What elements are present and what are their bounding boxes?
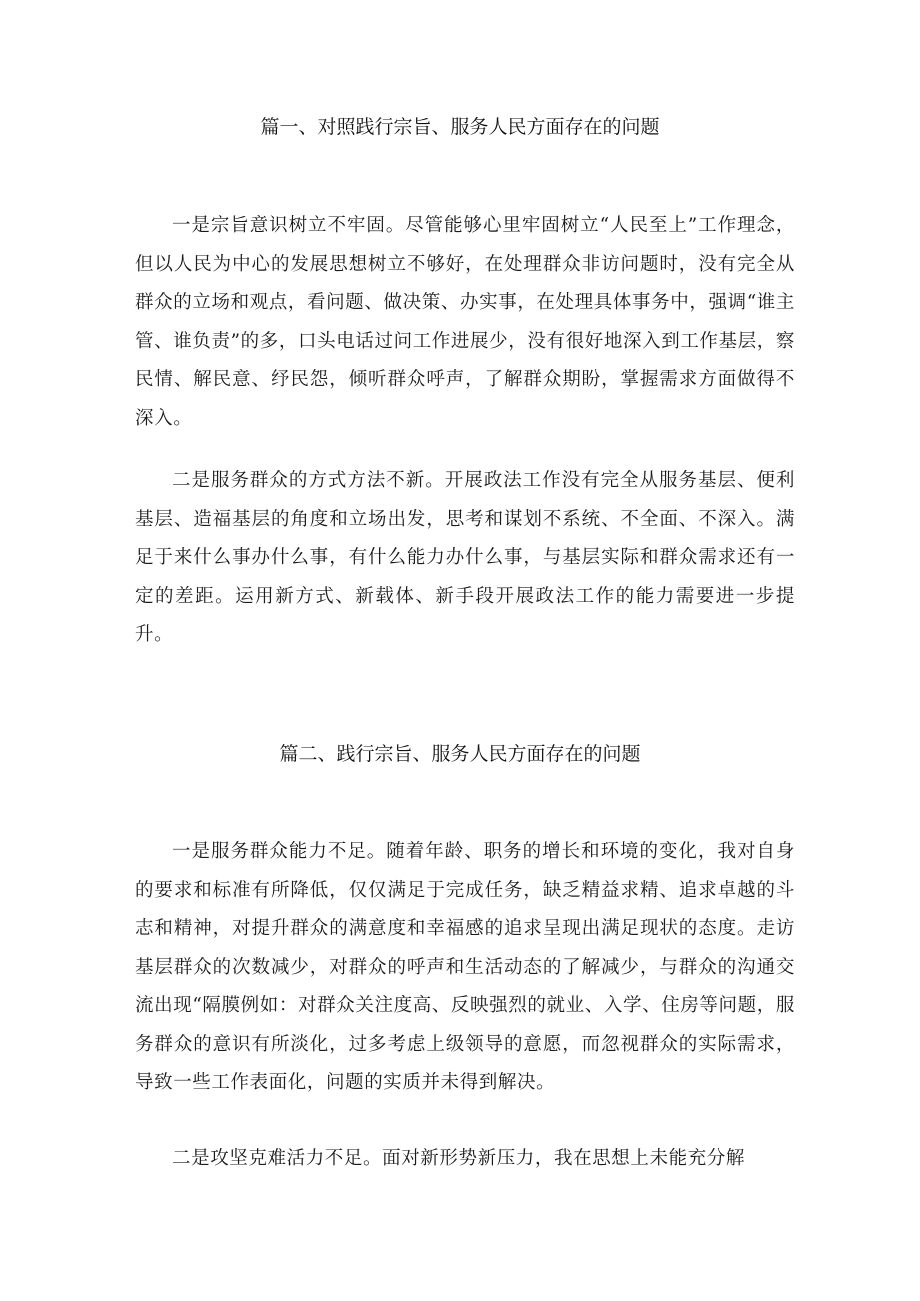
section-2-paragraph-1: 一是服务群众能力不足。随着年龄、职务的增长和环境的变化，我对自身的要求和标准有所降低，仅仅满足于完成任务，缺乏精益求精、追求卓越的斗志和精神，对提升群众的满意度和幸福感的追求呈现出满足现状的态度。走访基层群众的次数减少，对群众的呼声和生活动态的了解减少，与群众的沟通交流出现“隔膜例如：对群众关注度高、反映强烈的就业、入学、住房等问题，服务群众的意识有所淡化，过多考虑上级领导的意愿，而忽视群众的实际需求，导致一些工作表面化，问题的实质并未得到解决。 — [135, 841, 795, 1093]
section-1-paragraph-1: 一是宗旨意识树立不牢固。尽管能够心里牢固树立“人民至上”工作理念，但以人民为中心的发展思想树立不够好，在处理群众非访问题时，没有完全从群众的立场和观点，看问题、做决策、办实事，在处理具体事务中，强调“谁主管、谁负责”的多，口头电话过问工作进展少，没有很好地深入到工作基层，察民情、解民意、纾民怨，倾听群众呼声，了解群众期盼，掌握需求方面做得不深入。 — [135, 215, 795, 429]
section-1-paragraph-2: 二是服务群众的方式方法不新。开展政法工作没有完全从服务基层、便利基层、造福基层的角度和立场出发，思考和谋划不系统、不全面、不深入。满足于来什么事办什么事，有什么能力办什么事，与基层实际和群众需求还有一定的差距。运用新方式、新载体、新手段开展政法工作的能力需要进一步提升。 — [135, 470, 795, 645]
section-2-title: 篇二、践行宗旨、服务人民方面存在的问题 — [279, 743, 641, 765]
section-2-paragraph-2: 二是攻坚克难活力不足。面对新形势新压力，我在思想上未能充分解 — [172, 1148, 746, 1169]
section-1-title: 篇一、对照践行宗旨、服务人民方面存在的问题 — [260, 116, 660, 138]
